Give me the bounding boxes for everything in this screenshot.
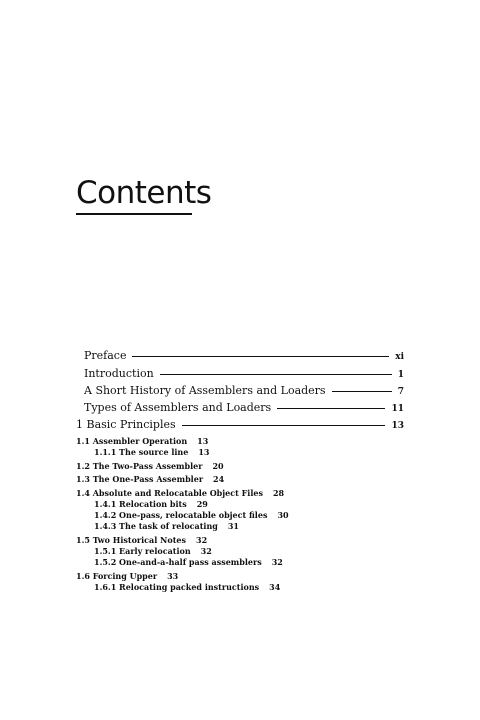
toc-section-label: 1.3 The One-Pass Assembler bbox=[76, 474, 204, 484]
toc-section-label: 1.5.2 One-and-a-half pass assemblers bbox=[94, 557, 262, 567]
toc-entry-preface[interactable] bbox=[84, 349, 404, 364]
toc-entry-chapter-1[interactable] bbox=[76, 418, 404, 433]
toc-entry-label: Types of Assemblers and Loaders bbox=[84, 401, 272, 414]
toc-section-1-5[interactable] bbox=[76, 535, 207, 545]
toc-section-1-3[interactable] bbox=[76, 474, 224, 484]
toc-page-number: 11 bbox=[391, 404, 404, 414]
toc-page-number: 13 bbox=[198, 447, 210, 457]
title-underline bbox=[76, 213, 192, 215]
toc-leader-line bbox=[182, 425, 386, 426]
toc-section-label: 1.1.1 The source line bbox=[94, 447, 189, 457]
toc-section-1-5-2[interactable] bbox=[94, 557, 283, 567]
toc-page-number: 32 bbox=[271, 557, 283, 567]
toc-section-1-6-1[interactable] bbox=[94, 582, 280, 592]
toc-section-1-1-1[interactable] bbox=[94, 447, 209, 457]
toc-page-number: 20 bbox=[212, 461, 224, 471]
toc-page-number: 1 bbox=[397, 370, 404, 380]
toc-section-label: 1.5.1 Early relocation bbox=[94, 546, 191, 556]
toc-entry-short-history[interactable] bbox=[84, 384, 404, 399]
toc-page-number: 32 bbox=[200, 546, 212, 556]
toc-section-1-1[interactable] bbox=[76, 436, 208, 446]
toc-leader-line bbox=[277, 408, 385, 409]
toc-section-label: 1.4.3 The task of relocating bbox=[94, 521, 218, 531]
page-title: Contents bbox=[76, 175, 212, 211]
toc-section-1-5-1[interactable] bbox=[94, 546, 212, 556]
toc-section-label: 1.1 Assembler Operation bbox=[76, 436, 188, 446]
toc-page-number: xi bbox=[395, 352, 404, 362]
toc-section-label: 1.4 Absolute and Relocatable Object Files bbox=[76, 488, 263, 498]
toc-page-number: 7 bbox=[397, 387, 404, 397]
toc-page-number: 33 bbox=[167, 571, 179, 581]
toc-section-label: 1.6 Forcing Upper bbox=[76, 571, 158, 581]
toc-entry-label: Introduction bbox=[84, 367, 154, 380]
toc-section-1-4-3[interactable] bbox=[94, 521, 239, 531]
toc-entry-label: 1 Basic Principles bbox=[76, 418, 176, 431]
toc-entry-introduction[interactable] bbox=[84, 367, 404, 382]
toc-section-1-2[interactable] bbox=[76, 461, 224, 471]
toc-page-number: 28 bbox=[272, 488, 285, 498]
toc-section-label: 1.2 The Two-Pass Assembler bbox=[76, 461, 203, 471]
toc-leader-line bbox=[332, 391, 392, 392]
toc-section-1-4-1[interactable] bbox=[94, 499, 208, 509]
toc-page-number: 31 bbox=[227, 521, 239, 531]
toc-section-1-4[interactable] bbox=[76, 488, 284, 498]
toc-page-number: 32 bbox=[196, 535, 208, 545]
toc-section-label: 1.6.1 Relocating packed instructions bbox=[94, 582, 260, 592]
toc-entry-label: A Short History of Assemblers and Loaders bbox=[84, 384, 326, 397]
toc-section-1-4-2[interactable] bbox=[94, 510, 289, 520]
toc-entry-label: Preface bbox=[84, 349, 127, 362]
toc-leader-line bbox=[132, 356, 389, 357]
toc-section-label: 1.4.2 One-pass, relocatable object files bbox=[94, 510, 268, 520]
toc-page-number: 13 bbox=[391, 421, 404, 431]
toc-page-number: 34 bbox=[269, 582, 281, 592]
toc-entry-types[interactable] bbox=[84, 401, 404, 416]
toc-page-number: 30 bbox=[277, 510, 289, 520]
toc-leader-line bbox=[160, 374, 392, 375]
toc-page-number: 29 bbox=[196, 499, 208, 509]
toc-section-1-6[interactable] bbox=[76, 571, 178, 581]
toc-section-label: 1.5 Two Historical Notes bbox=[76, 535, 186, 545]
toc-page-number: 13 bbox=[197, 436, 209, 446]
toc-section-label: 1.4.1 Relocation bits bbox=[94, 499, 187, 509]
toc-page-number: 24 bbox=[213, 474, 225, 484]
